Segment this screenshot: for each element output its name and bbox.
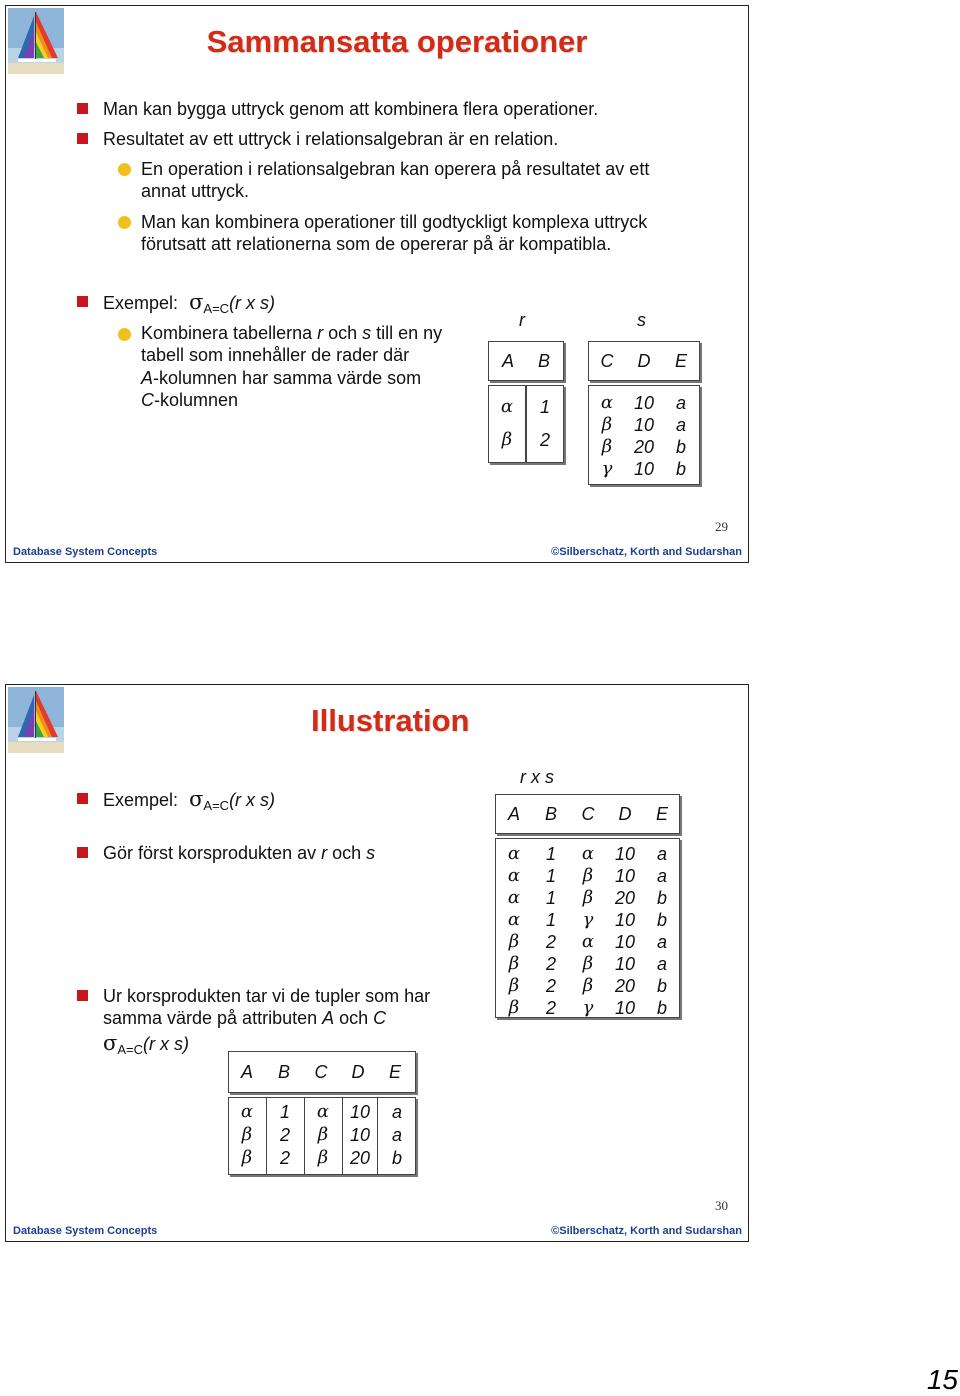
- table-rxs-body: [495, 838, 680, 1018]
- bullet-marker: [77, 793, 88, 804]
- table-cell: 2: [539, 430, 550, 450]
- column-header: D: [351, 1062, 365, 1082]
- table-r-column-a: [488, 385, 526, 463]
- table-cell: α: [581, 931, 595, 952]
- table-cell: b: [675, 459, 686, 479]
- table-cell: β: [582, 953, 594, 974]
- column-header: A: [501, 351, 514, 371]
- example-expression: [103, 788, 275, 817]
- bullet-text: Gör först korsprodukten av r och s: [103, 843, 376, 863]
- table-cell: α: [507, 887, 521, 908]
- example-description-line: tabell som innehåller de rader där: [141, 345, 410, 365]
- table-cell: 2: [279, 1125, 290, 1145]
- table-cell: 1: [545, 866, 556, 886]
- table-cell: a: [391, 1102, 402, 1122]
- bullet-text: Man kan bygga uttryck genom att kombinera flera operationer.: [103, 99, 599, 119]
- slide-30: [5, 684, 749, 1242]
- column-header: B: [537, 351, 550, 371]
- table-cell: β: [501, 429, 513, 450]
- column-header: E: [388, 1062, 401, 1082]
- column-header: A: [240, 1062, 253, 1082]
- table-cell: 10: [349, 1102, 371, 1122]
- table-cell: β: [317, 1124, 329, 1145]
- table-cell: 10: [633, 415, 655, 435]
- table-cell: α: [240, 1101, 254, 1122]
- footer-left: Database System Concepts: [13, 546, 158, 558]
- table-cell: β: [241, 1124, 253, 1145]
- table-cell: a: [656, 866, 667, 886]
- table-r-column-b: [526, 385, 564, 463]
- slide-29: [5, 5, 749, 563]
- sub-bullet-marker: [118, 328, 131, 341]
- table-cell: a: [656, 954, 667, 974]
- sigma-symbol: σ: [103, 1031, 118, 1055]
- table-cell: 2: [279, 1148, 290, 1168]
- table-cell: β: [508, 953, 520, 974]
- sub-bullet-text: förutsatt att relationerna som de opererar på är kompatibla.: [141, 234, 612, 254]
- column-header: C: [314, 1062, 328, 1082]
- column-header: D: [637, 351, 651, 371]
- table-cell: a: [675, 393, 686, 413]
- table-cell: 10: [614, 932, 636, 952]
- example-description-line: A-kolumnen har samma värde som: [141, 368, 422, 388]
- table-cell: β: [582, 975, 594, 996]
- table-cell: a: [656, 844, 667, 864]
- example-label: Exempel:: [103, 293, 179, 313]
- bullet-text: Ur korsprodukten tar vi de tupler som har: [103, 986, 431, 1006]
- table-cell: β: [317, 1147, 329, 1168]
- expression: (r x s): [229, 790, 276, 810]
- table-cell: 1: [545, 888, 556, 908]
- sub-bullet-text: annat uttryck.: [141, 181, 250, 201]
- table-cell: b: [656, 888, 667, 908]
- table-rxs-name: r x s: [520, 767, 554, 787]
- table-cell: 10: [614, 844, 636, 864]
- table-s-body: [588, 385, 700, 485]
- table-cell: β: [508, 997, 520, 1018]
- column-header: B: [544, 804, 557, 824]
- table-cell: α: [500, 396, 514, 417]
- slide-title: Illustration: [311, 703, 470, 738]
- table-cell: 10: [614, 998, 636, 1018]
- slide-page-number: 30: [715, 1198, 728, 1213]
- table-cell: b: [675, 437, 686, 457]
- table-cell: 20: [614, 976, 636, 996]
- bullet-marker: [77, 847, 88, 858]
- table-cell: b: [656, 998, 667, 1018]
- example-description-line: C-kolumnen: [141, 390, 239, 410]
- sigma-symbol: σ: [189, 290, 204, 314]
- table-cell: α: [507, 909, 521, 930]
- table-cell: 20: [614, 888, 636, 908]
- table-cell: 10: [614, 954, 636, 974]
- table-cell: α: [507, 843, 521, 864]
- sigma-symbol: σ: [189, 787, 204, 811]
- table-cell: 1: [539, 397, 550, 417]
- table-cell: β: [601, 414, 613, 435]
- table-cell: β: [582, 887, 594, 908]
- table-cell: β: [508, 975, 520, 996]
- table-cell: 1: [545, 910, 556, 930]
- column-header: B: [277, 1062, 290, 1082]
- table-cell: a: [391, 1125, 402, 1145]
- table-result-header: [228, 1051, 416, 1093]
- sub-bullet-text: Man kan kombinera operationer till godtyckligt komplexa uttryck: [141, 212, 648, 232]
- slide-page-number: 29: [715, 519, 728, 534]
- table-cell: 2: [545, 932, 556, 952]
- table-cell: α: [316, 1101, 330, 1122]
- selection-expression: [103, 1032, 189, 1061]
- bullet-marker: [77, 990, 88, 1001]
- sub-bullet-text: En operation i relationsalgebran kan operera på resultatet av ett: [141, 159, 650, 179]
- table-cell: 2: [545, 998, 556, 1018]
- table-cell: 10: [349, 1125, 371, 1145]
- table-r-name: r: [519, 310, 525, 330]
- expression: (r x s): [143, 1034, 189, 1054]
- table-cell: 20: [633, 437, 655, 457]
- selection-condition: A=C: [203, 301, 230, 316]
- table-cell: 1: [545, 844, 556, 864]
- table-cell: γ: [582, 909, 594, 930]
- column-header: C: [600, 351, 614, 371]
- column-header: A: [507, 804, 520, 824]
- table-cell: β: [241, 1147, 253, 1168]
- column-header: E: [655, 804, 668, 824]
- expression: (r x s): [229, 293, 276, 313]
- table-r-header: [488, 341, 564, 381]
- table-cell: α: [507, 865, 521, 886]
- table-cell: 2: [545, 976, 556, 996]
- table-cell: 10: [633, 393, 655, 413]
- selection-condition: A=C: [203, 798, 230, 813]
- table-rxs-header: [495, 794, 680, 834]
- sub-bullet-marker: [118, 163, 131, 176]
- table-cell: 10: [633, 459, 655, 479]
- table-result-body: [228, 1097, 414, 1173]
- column-header: C: [581, 804, 595, 824]
- bullet-text: Resultatet av ett uttryck i relationsalgebran är en relation.: [103, 129, 559, 149]
- example-label: Exempel:: [103, 790, 179, 810]
- bullet-marker: [77, 103, 88, 114]
- table-s-header: [588, 341, 700, 381]
- example-expression: [103, 291, 275, 320]
- table-cell: b: [656, 910, 667, 930]
- table-cell: 10: [614, 910, 636, 930]
- table-cell: a: [675, 415, 686, 435]
- table-cell: b: [656, 976, 667, 996]
- sub-bullet-marker: [118, 216, 131, 229]
- table-cell: 2: [545, 954, 556, 974]
- column-header: D: [618, 804, 632, 824]
- table-cell: β: [582, 865, 594, 886]
- table-cell: β: [508, 931, 520, 952]
- table-cell: 20: [349, 1148, 371, 1168]
- footer-right: ©Silberschatz, Korth and Sudarshan: [551, 1225, 742, 1237]
- table-cell: b: [391, 1148, 402, 1168]
- table-s-name: s: [637, 310, 646, 330]
- bullet-text: samma värde på attributen A och C: [103, 1008, 387, 1028]
- example-description-line: Kombinera tabellerna r och s till en ny: [141, 323, 443, 343]
- column-header: E: [674, 351, 687, 371]
- table-cell: β: [601, 436, 613, 457]
- table-cell: 1: [279, 1102, 290, 1122]
- footer-right: ©Silberschatz, Korth and Sudarshan: [551, 546, 742, 558]
- slide-title: Sammansatta operationer: [206, 24, 588, 59]
- selection-condition: A=C: [117, 1042, 143, 1057]
- bullet-marker: [77, 133, 88, 144]
- table-cell: α: [600, 392, 614, 413]
- document-page-number: 15: [926, 1364, 958, 1395]
- sailboat-logo: [8, 687, 64, 753]
- table-cell: 10: [614, 866, 636, 886]
- footer-left: Database System Concepts: [13, 1225, 158, 1237]
- bullet-marker: [77, 296, 88, 307]
- table-cell: γ: [582, 997, 594, 1018]
- table-cell: α: [581, 843, 595, 864]
- table-cell: γ: [601, 458, 613, 479]
- table-cell: a: [656, 932, 667, 952]
